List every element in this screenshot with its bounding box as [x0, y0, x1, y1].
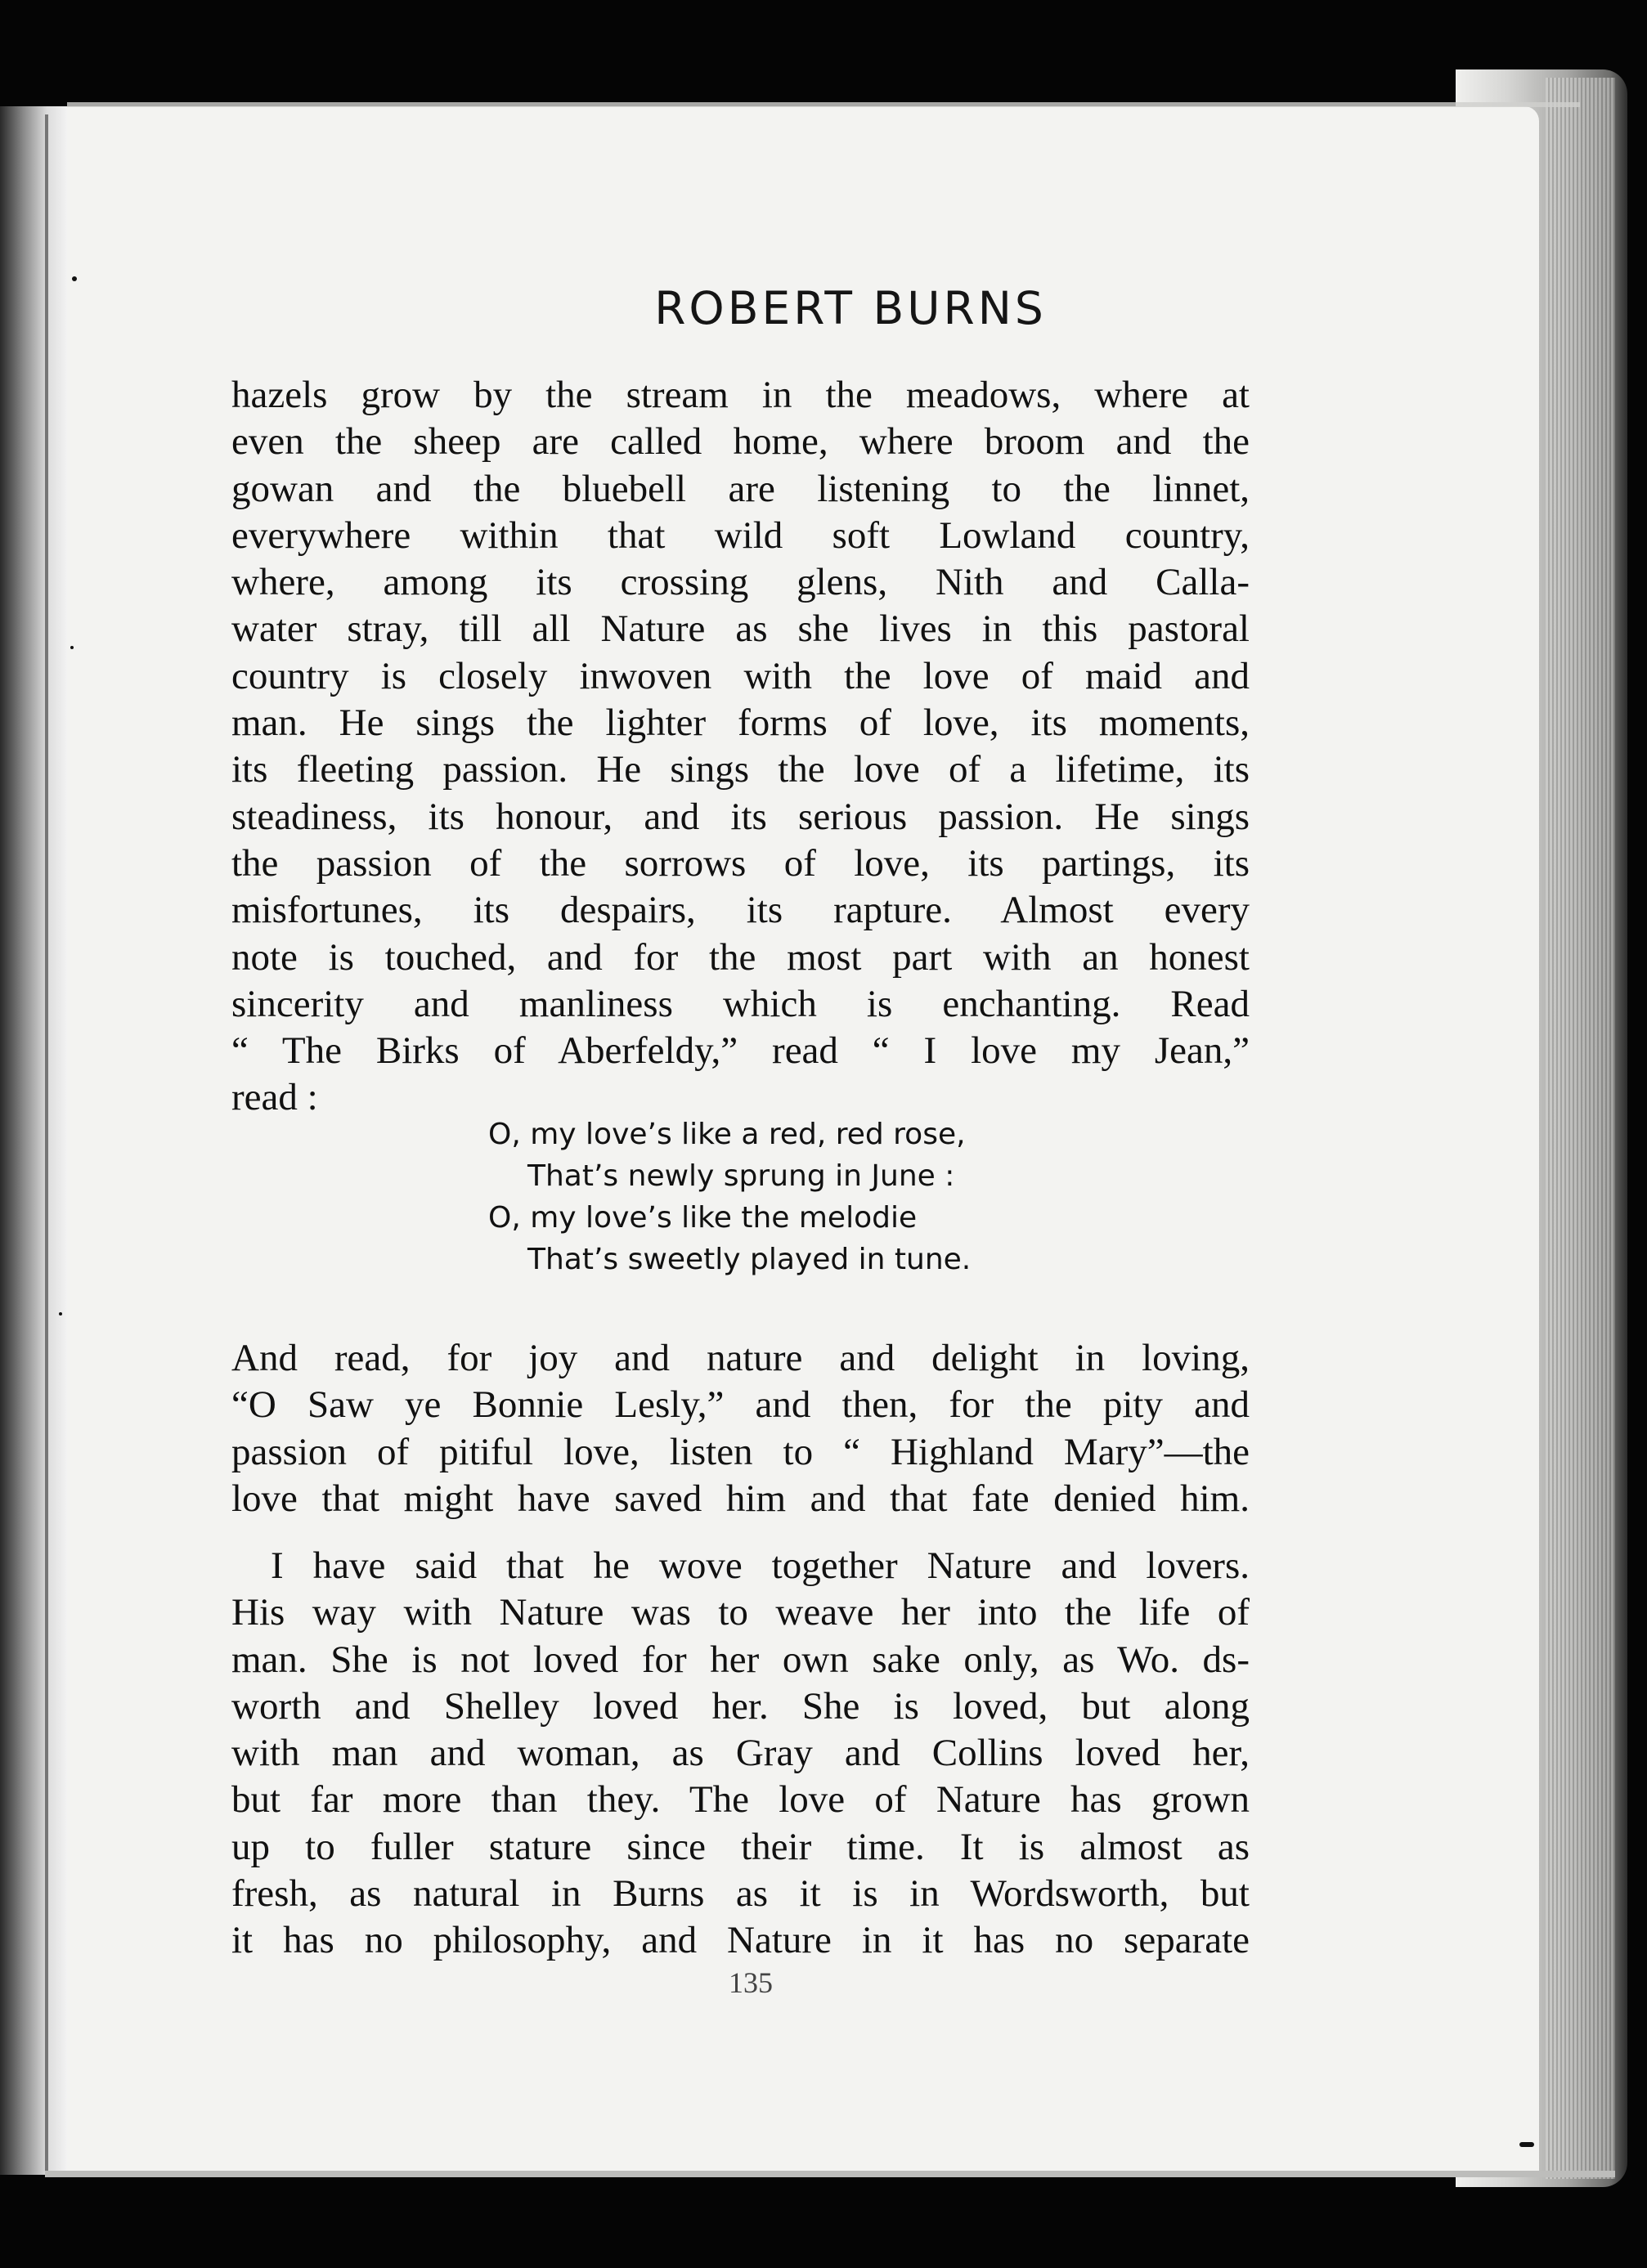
text-line: everywhere within that wild soft Lowland country,: [231, 513, 1250, 557]
text-line: I have said that he wove together Nature and lovers.: [271, 1544, 1250, 1587]
text-line: its fleeting passion. He sings the love of a lifetime, its: [231, 748, 1250, 791]
text-line: gowan and the bluebell are listening to the linnet,: [231, 467, 1250, 510]
text-line: with man and woman, as Gray and Collins loved her,: [231, 1732, 1250, 1775]
facing-page-edge: [0, 106, 67, 2175]
verse-line: O, my love’s like a red, red rose,: [488, 1118, 966, 1151]
text-line: His way with Nature was to weave her into the life of: [231, 1591, 1250, 1634]
text-line: sincerity and manliness which is enchanting. Read: [231, 982, 1250, 1025]
text-line: the passion of the sorrows of love, its partings, its: [231, 841, 1250, 885]
text-line: steadiness, its honour, and its serious passion. He sings: [231, 795, 1250, 838]
margin-speck: [72, 276, 77, 281]
verse-quotation: [488, 1114, 971, 1280]
text-line: up to fuller stature since their time. It is almost as: [231, 1825, 1250, 1868]
verse-line: That’s newly sprung in June :: [527, 1159, 955, 1193]
page-number: 135: [729, 1966, 773, 1999]
margin-speck: [70, 646, 74, 649]
text-line: “ The Birks of Aberfeldy,” read “ I love my Jean,”: [231, 1029, 1250, 1073]
text-line: it has no philosophy, and Nature in it has no separate: [231, 1919, 1250, 1962]
text-line: misfortunes, its despairs, its rapture. Almost every: [231, 889, 1250, 932]
text-line: hazels grow by the stream in the meadows, where at: [231, 374, 1250, 416]
text-line: even the sheep are called home, where broom and the: [231, 420, 1250, 464]
paragraph-3: [231, 1543, 1250, 1965]
verse-line: O, my love’s like the melodie: [488, 1201, 918, 1235]
text-line: read :: [231, 1076, 318, 1119]
text-line: “O Saw ye Bonnie Lesly,” and then, for the pity and: [231, 1383, 1250, 1427]
text-line: country is closely inwoven with the love of maid and: [231, 654, 1250, 697]
text-line: And read, for joy and nature and delight in loving,: [231, 1337, 1250, 1379]
running-head: ROBERT BURNS: [654, 282, 1047, 334]
top-page-edge: [67, 102, 1580, 107]
text-line: love that might have saved him and that fate denied him.: [231, 1477, 1250, 1520]
text-line: worth and Shelley loved her. She is loved, but along: [231, 1684, 1250, 1728]
text-line: but far more than they. The love of Nature has grown: [231, 1778, 1250, 1822]
verse-line: That’s sweetly played in tune.: [527, 1243, 972, 1276]
text-line: passion of pitiful love, listen to “ Highland Mary”—the: [231, 1430, 1250, 1473]
bottom-page-edge: [45, 2171, 1615, 2177]
text-line: water stray, till all Nature as she lives in this pastoral: [231, 607, 1250, 651]
margin-speck: [59, 1312, 62, 1316]
text-line: man. He sings the lighter forms of love, its moments,: [231, 701, 1250, 745]
paragraph-1: [231, 372, 1250, 1122]
book-page-edges: [1546, 78, 1615, 2179]
text-line: where, among its crossing glens, Nith and Calla-: [231, 561, 1250, 604]
paragraph-2: [231, 1335, 1250, 1522]
text-line: man. She is not loved for her own sake only, as Wo. ds-: [231, 1638, 1250, 1681]
text-line: fresh, as natural in Burns as it is in Wordsworth, but: [231, 1872, 1250, 1916]
margin-speck: [1519, 2142, 1534, 2147]
gutter-line: [45, 114, 48, 2175]
text-line: note is touched, and for the most part with an honest: [231, 935, 1250, 979]
